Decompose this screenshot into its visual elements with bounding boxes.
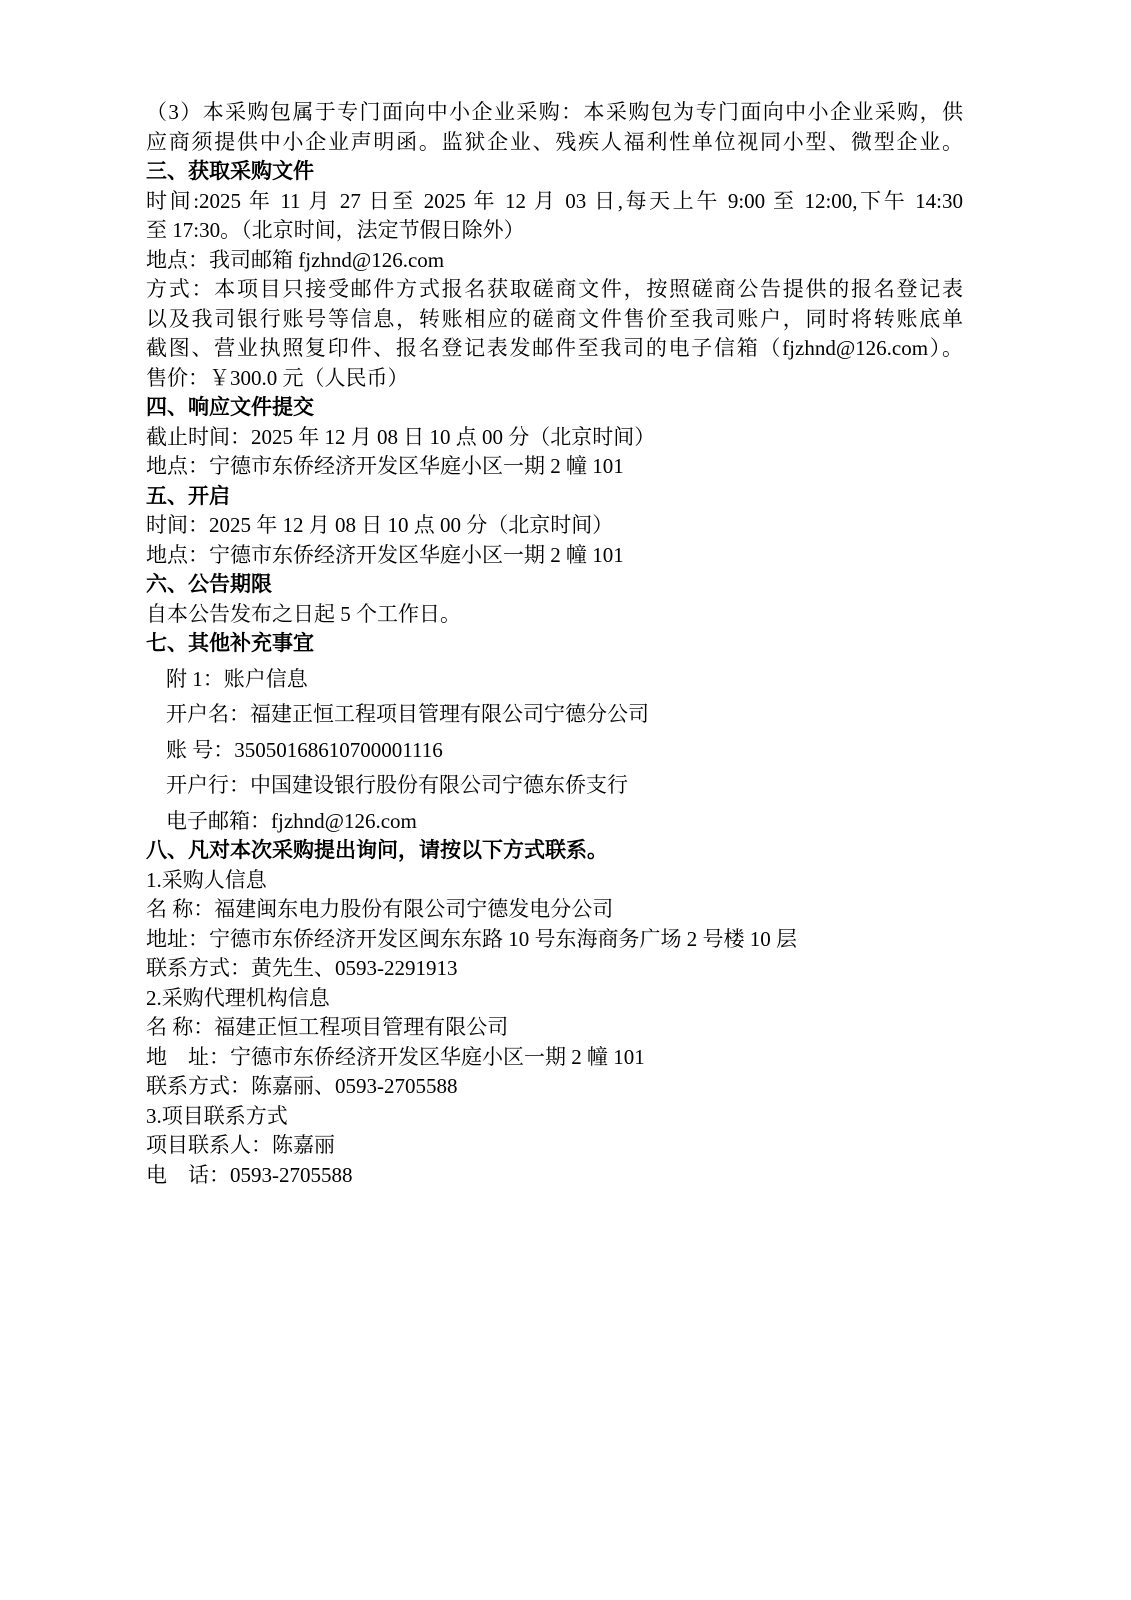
- section-heading: 七、其他补充事宜: [146, 631, 314, 655]
- document-line: 地点：宁德市东侨经济开发区华庭小区一期 2 幢 101: [146, 454, 624, 478]
- document-line: 地点：我司邮箱 fjzhnd@126.com: [146, 247, 445, 272]
- section-heading: 五、开启: [146, 483, 230, 508]
- document-line: 以及我司银行账号等信息，转账相应的磋商文件售价至我司账户，同时将转账底单: [146, 306, 963, 331]
- section-heading: 八、凡对本次采购提出询问，请按以下方式联系。: [146, 838, 608, 862]
- document-line: （3）本采购包属于专门面向中小企业采购：本采购包为专门面向中小企业采购，供: [146, 100, 963, 124]
- document-line: 时间:2025 年 11 月 27 日至 2025 年 12 月 03 日,每天上午 9:00 至 12:00,下午 14:30: [146, 188, 963, 213]
- document-line: 开户行：中国建设银行股份有限公司宁德东侨支行: [166, 773, 628, 797]
- document-line: 截止时间：2025 年 12 月 08 日 10 点 00 分（北京时间）: [146, 424, 656, 449]
- document-line: 地点：宁德市东侨经济开发区华庭小区一期 2 幢 101: [146, 542, 624, 567]
- document-line: 电 话：0593-2705588: [146, 1162, 353, 1187]
- document-content: [146, 98, 963, 1190]
- document-line: 3.项目联系方式: [146, 1103, 288, 1128]
- document-line: 应商须提供中小企业声明函。监狱企业、残疾人福利性单位视同小型、微型企业。: [146, 129, 963, 154]
- document-line: 地 址：宁德市东侨经济开发区华庭小区一期 2 幢 101: [146, 1044, 645, 1069]
- document-line: 联系方式：陈嘉丽、0593-2705588: [146, 1074, 458, 1098]
- document-line: 名 称：福建闽东电力股份有限公司宁德发电分公司: [146, 897, 614, 921]
- document-line: 方式：本项目只接受邮件方式报名获取磋商文件，按照磋商公告提供的报名登记表: [146, 277, 963, 301]
- document-line: 项目联系人：陈嘉丽: [146, 1133, 335, 1157]
- document-line: 售价：￥300.0 元（人民币）: [146, 365, 409, 390]
- document-line: 地址：宁德市东侨经济开发区闽东东路 10 号东海商务广场 2 号楼 10 层: [146, 926, 797, 951]
- document-line: 自本公告发布之日起 5 个工作日。: [146, 601, 461, 626]
- document-line: 开户名：福建正恒工程项目管理有限公司宁德分公司: [166, 702, 649, 726]
- document-line: 2.采购代理机构信息: [146, 985, 330, 1010]
- document-line: 账 号：35050168610700001116: [166, 737, 443, 762]
- section-heading: 六、公告期限: [146, 572, 272, 596]
- document-line: 电子邮箱：fjzhnd@126.com: [166, 808, 417, 833]
- document-line: 1.采购人信息: [146, 867, 267, 892]
- document-line: 附 1：账户信息: [166, 666, 308, 691]
- document-line: 时间：2025 年 12 月 08 日 10 点 00 分（北京时间）: [146, 513, 614, 537]
- document-line: 至 17:30。（北京时间，法定节假日除外）: [146, 218, 525, 242]
- section-heading: 四、响应文件提交: [146, 395, 314, 419]
- document-line: 联系方式：黄先生、0593-2291913: [146, 956, 458, 980]
- section-heading: 三、获取采购文件: [146, 159, 314, 183]
- document-line: 截图、营业执照复印件、报名登记表发邮件至我司的电子信箱（fjzhnd@126.com）。: [146, 336, 963, 360]
- document-line: 名 称：福建正恒工程项目管理有限公司: [146, 1015, 509, 1039]
